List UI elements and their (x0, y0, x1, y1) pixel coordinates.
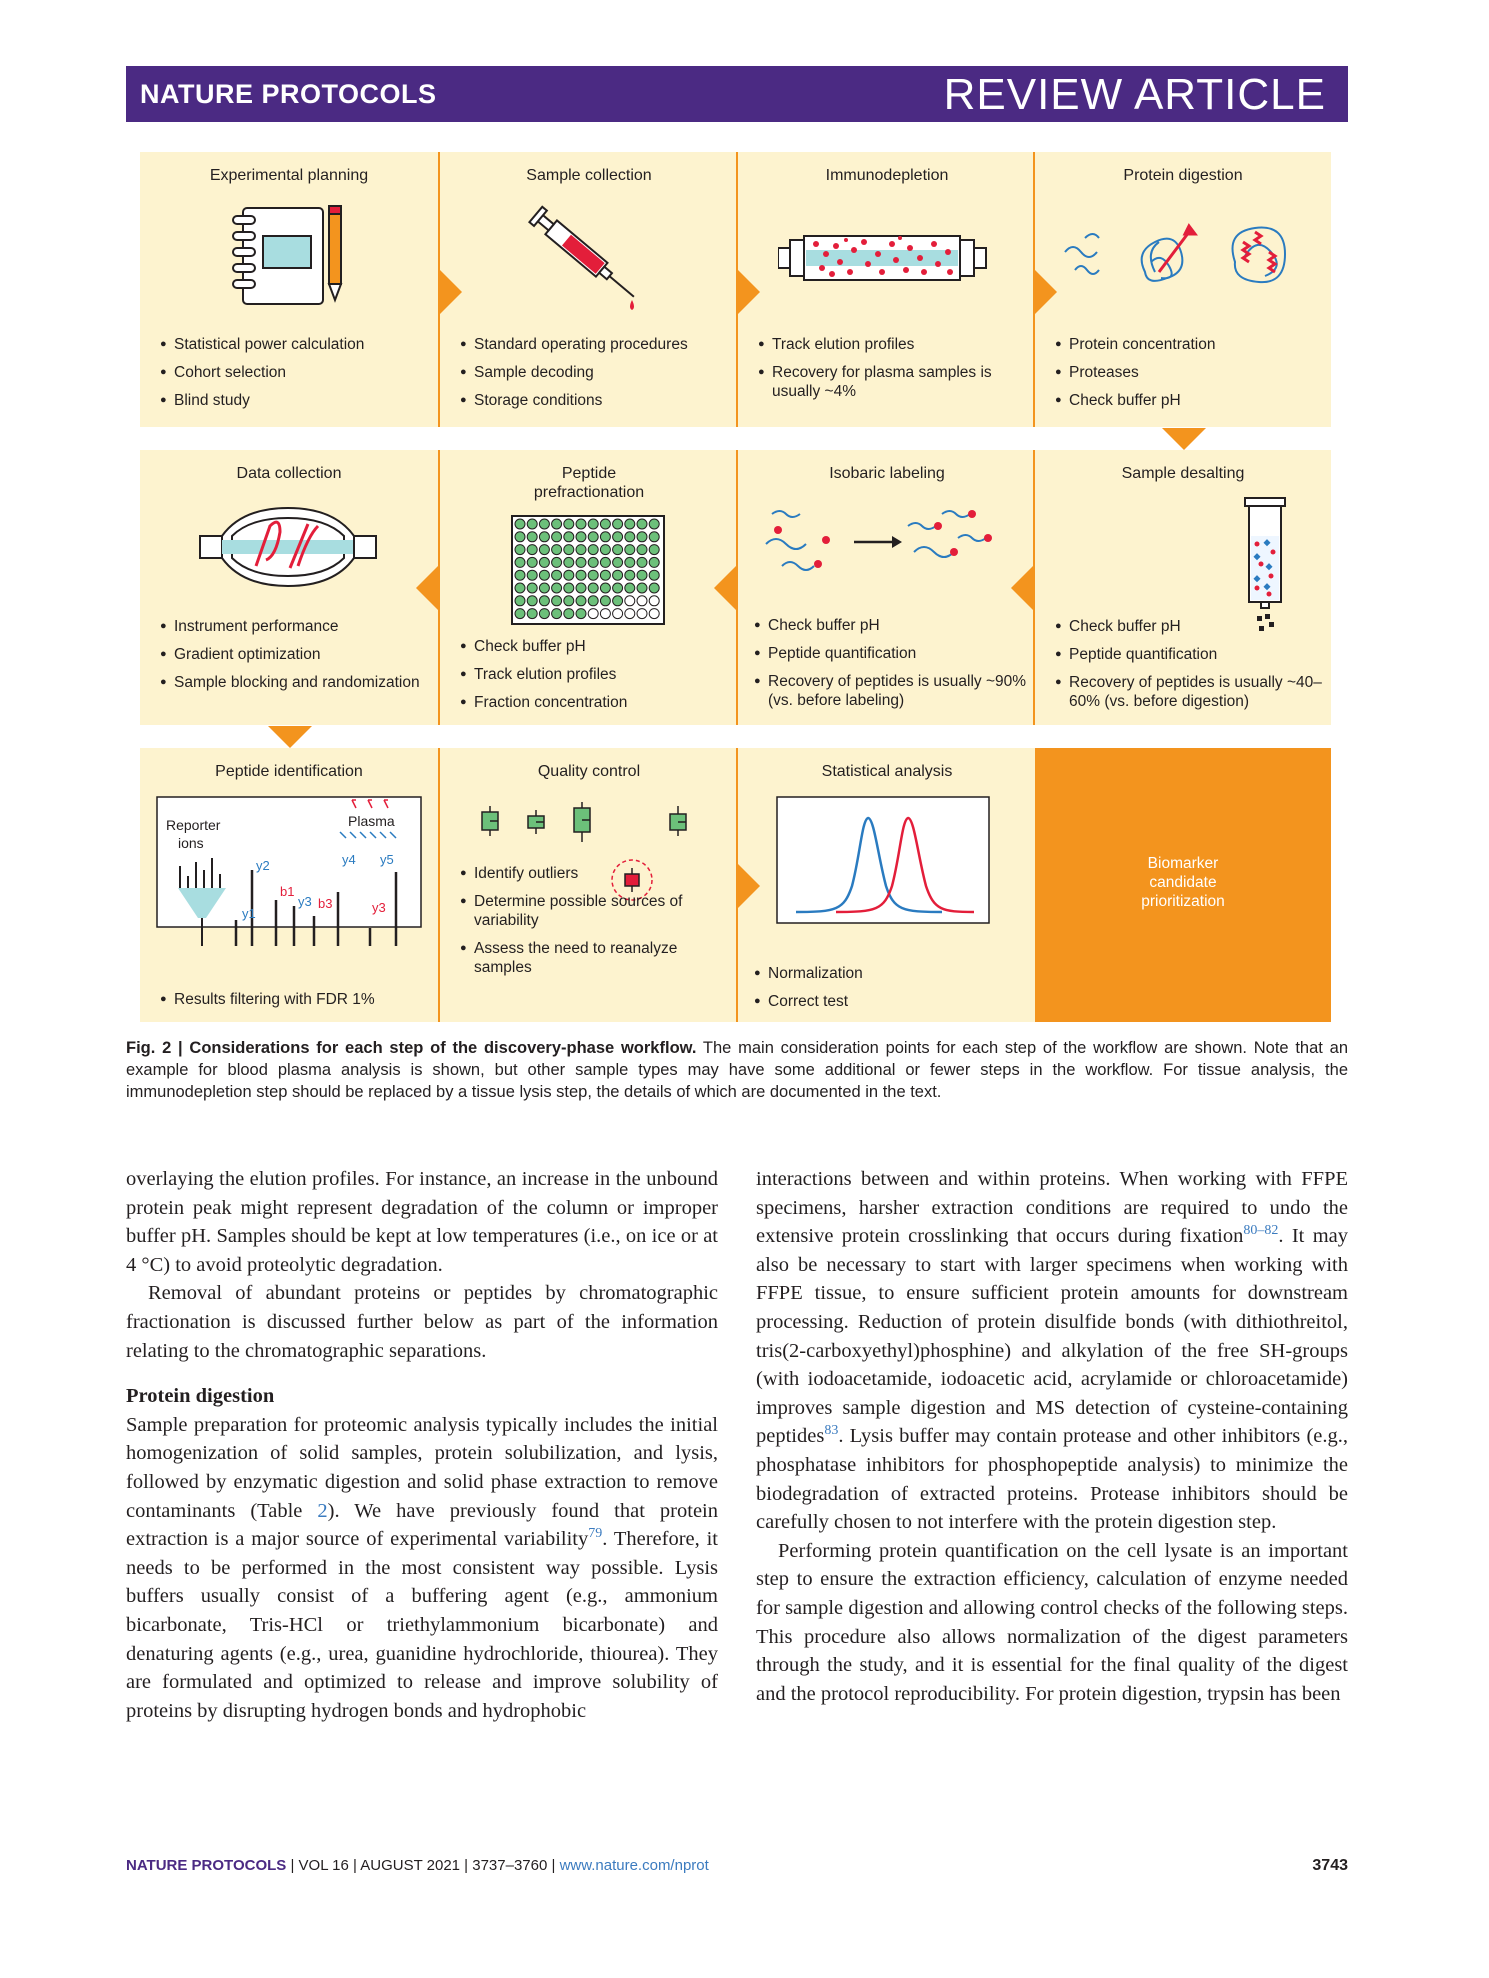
bullet-item: ● Recovery for plasma samples is usually ~4% (758, 363, 1028, 401)
bullet-item: ● Track elution profiles (758, 335, 1028, 354)
well (539, 519, 549, 529)
well (576, 557, 586, 567)
workflow-figure (140, 152, 1331, 1022)
paragraph: Performing protein quantification on the cell lysate is an important step to ensure the extraction efficiency, calculation of enzyme needed for sample digestion and allowing control checks of the following steps. This procedure also allows normalization of the digest parameters through the study, and it is essential for the final quality of the digest and the protocol reproducibility. For protein digestion, trypsin has been (756, 1539, 1348, 1705)
well (552, 596, 562, 606)
well (613, 557, 623, 567)
bullet-list (160, 990, 430, 1018)
well (588, 532, 598, 542)
isobaric-labeling-icon (758, 504, 1018, 584)
body-column-left (126, 1165, 718, 1725)
flow-arrow-left (416, 566, 438, 610)
caption-label: Fig. 2 | Considerations for each step of the discovery-phase workflow. (126, 1039, 697, 1057)
step-isobaric-labeling (738, 450, 1036, 725)
step-peptide-prefractionation (440, 450, 738, 725)
well (600, 519, 610, 529)
well (600, 545, 610, 555)
well (564, 557, 574, 567)
well (527, 583, 537, 593)
well (552, 570, 562, 580)
step-protein-digestion (1035, 152, 1331, 427)
step-title: Sample desalting (1121, 465, 1245, 482)
step-title: Sample collection (526, 167, 652, 184)
well (576, 609, 586, 619)
bullet-item: ● Recovery of peptides is usually ~40–60% (vs. before digestion) (1055, 673, 1323, 711)
ion-label: y3 (298, 894, 312, 909)
well (552, 545, 562, 555)
reporter-label: Reporter (166, 817, 221, 833)
step-title: Statistical analysis (821, 763, 953, 780)
well (613, 596, 623, 606)
step-quality-control (440, 748, 738, 1022)
well (527, 532, 537, 542)
journal-name: NATURE PROTOCOLS (140, 79, 437, 109)
well (637, 570, 647, 580)
step-sample-desalting (1035, 450, 1331, 725)
well (588, 557, 598, 567)
paragraph: interactions between and within proteins. When working with FFPE specimens, harsher extraction conditions are required to undo the extensive protein crosslinking that occurs during fixation$^{80-82}$. It may also be necessary to start with larger specimens when working with FFPE tissue, to ensure sufficient protein amounts for downstream processing. Reduction of protein disulfide bonds (with dithiothreitol, tris(2-carboxyethyl)phosphine) and alkylation of the free SH-groups (with iodoacetamide, iodoacetic acid, acrylamide or chloroacetamide) improves sample digestion and MS detection of cysteine-containing peptides$^{83}$. Lysis buffer may contain protease and other inhibitors (e.g., phosphatase inhibitors for phosphopeptide analysis) to minimize the biodegradation of extracted proteins. Protease inhibitors should be carefully chosen to not interfere with the protein digestion step. (756, 1168, 1348, 1534)
well (649, 596, 659, 606)
bullet-item: ● Check buffer pH (1055, 391, 1323, 410)
well (539, 545, 549, 555)
paragraph: Removal of abundant proteins or peptides by chromatographic fractionation is discussed further below as part of the information relating to the chromatographic separations. (126, 1282, 718, 1362)
step-immunodepletion (738, 152, 1036, 427)
ion-label: b3 (318, 896, 333, 911)
well (637, 557, 647, 567)
well (515, 583, 525, 593)
biomarker-prioritization-panel (1035, 748, 1331, 1022)
bullet-item: ● Normalization (754, 964, 1028, 983)
step-statistical-analysis (738, 748, 1036, 1022)
well (649, 519, 659, 529)
section-heading: Protein digestion (126, 1385, 275, 1408)
workflow-row-3 (140, 748, 1331, 1022)
bullet-item: ● Peptide quantification (754, 644, 1028, 663)
ion-label: y5 (380, 852, 394, 867)
ion-label: y2 (256, 858, 270, 873)
well (637, 583, 647, 593)
well (515, 532, 525, 542)
bullet-item: ● Sample decoding (460, 363, 730, 382)
well (539, 570, 549, 580)
ms-spectrum-icon (156, 796, 426, 962)
well (625, 532, 635, 542)
step-sample-collection (440, 152, 738, 427)
bullet-list (160, 335, 430, 419)
well (637, 519, 647, 529)
bullet-item: ● Standard operating procedures (460, 335, 730, 354)
well (637, 609, 647, 619)
well (539, 557, 549, 567)
caption-text: The main consideration points for each step of the workflow are shown. Note that an example for blood plasma analysis is shown, but other sample types may have some additional or fewer steps in the workflow. For tissue analysis, the immunodepletion step should be replaced by a tissue lysis step, the details of which are documented in the text. (126, 1039, 1348, 1101)
bullet-list (1055, 335, 1323, 419)
table-link[interactable]: 2 (317, 1499, 328, 1522)
bullet-item: ● Peptide quantification (1055, 645, 1323, 664)
workflow-row-2 (140, 450, 1331, 725)
well (600, 557, 610, 567)
well (539, 596, 549, 606)
bullet-item: ● Check buffer pH (460, 637, 730, 656)
well (649, 570, 659, 580)
well (564, 570, 574, 580)
bullet-item: ● Results filtering with FDR 1% (160, 990, 430, 1009)
page-number: 3743 (1312, 1857, 1348, 1874)
well (527, 596, 537, 606)
page-footer (126, 1857, 1348, 1874)
bullet-item: ● Correct test (754, 992, 1028, 1011)
well (552, 609, 562, 619)
bullet-item: ● Recovery of peptides is usually ~90% (vs. before labeling) (754, 672, 1028, 710)
well (564, 532, 574, 542)
flow-arrow-down (1162, 428, 1206, 450)
bullet-item: ● Storage conditions (460, 391, 730, 410)
well (649, 532, 659, 542)
well (515, 557, 525, 567)
well (613, 583, 623, 593)
paragraph: overlaying the elution profiles. For instance, an increase in the unbound protein peak might represent degradation of the column or improper buffer pH. Samples should be kept at low temperatures (i.e., on ice or at 4 °C) to avoid proteolytic degradation. (126, 1168, 718, 1276)
ions-label: ions (178, 835, 204, 851)
step-title: Data collection (236, 465, 342, 482)
well (588, 583, 598, 593)
well (515, 545, 525, 555)
footer-url[interactable]: www.nature.com/nprot (559, 1857, 709, 1874)
bullet-item: ● Proteases (1055, 363, 1323, 382)
step-title: Isobaric labeling (829, 465, 945, 482)
well (564, 596, 574, 606)
well (625, 609, 635, 619)
well (625, 570, 635, 580)
well (576, 519, 586, 529)
well (588, 519, 598, 529)
well (637, 596, 647, 606)
bullet-list (1055, 617, 1323, 720)
workflow-row-1 (140, 152, 1331, 427)
well (588, 609, 598, 619)
bullet-item: ● Track elution profiles (460, 665, 730, 684)
bullet-list (758, 335, 1028, 410)
bullet-item: ● Cohort selection (160, 363, 430, 382)
bullet-item: ● Determine possible sources of variability (460, 892, 730, 930)
well (515, 596, 525, 606)
flow-arrow-left (714, 566, 736, 610)
well (625, 583, 635, 593)
body-column-right (756, 1165, 1348, 1708)
bullet-item: ● Sample blocking and randomization (160, 673, 430, 692)
depletion-column-icon (778, 230, 998, 286)
figure-caption (126, 1037, 1348, 1103)
well (649, 557, 659, 567)
ion-label: y3 (372, 900, 386, 915)
well (600, 570, 610, 580)
well (588, 570, 598, 580)
bullet-list (754, 964, 1028, 1020)
step-title: Experimental planning (209, 167, 369, 184)
protein-digestion-icon (1055, 212, 1315, 308)
well (527, 519, 537, 529)
well (515, 519, 525, 529)
well (552, 583, 562, 593)
well (600, 609, 610, 619)
well (539, 609, 549, 619)
bullet-list (160, 617, 430, 701)
well (515, 570, 525, 580)
reference-link[interactable]: 79 (588, 1526, 603, 1542)
well (576, 596, 586, 606)
well (527, 609, 537, 619)
bullet-item: ● Check buffer pH (1055, 617, 1323, 636)
ion-label: y4 (342, 852, 356, 867)
bullet-item: ● Protein concentration (1055, 335, 1323, 354)
well (576, 532, 586, 542)
well (649, 583, 659, 593)
well (527, 570, 537, 580)
well (588, 545, 598, 555)
well (564, 519, 574, 529)
well (625, 519, 635, 529)
well (637, 532, 647, 542)
well (637, 545, 647, 555)
bullet-list (460, 637, 730, 721)
step-title: Quality control (537, 763, 641, 780)
well (576, 570, 586, 580)
well (515, 609, 525, 619)
bullet-list (460, 864, 730, 986)
well (613, 570, 623, 580)
well (625, 557, 635, 567)
step-peptide-identification (140, 748, 438, 1022)
well (613, 609, 623, 619)
bullet-item: ● Blind study (160, 391, 430, 410)
step-data-collection (140, 450, 438, 725)
well (564, 545, 574, 555)
bullet-item: ● Identify outliers (460, 864, 730, 883)
bullet-item: ● Statistical power calculation (160, 335, 430, 354)
ion-label: y1 (242, 906, 256, 921)
well (588, 596, 598, 606)
bullet-item: ● Fraction concentration (460, 693, 730, 712)
well (564, 609, 574, 619)
step-title: Peptide identification (215, 763, 363, 780)
paragraph: Sample preparation for proteomic analysis typically includes the initial homogenization of solid samples, protein solubilization, and lysis, followed by enzymatic digestion and solid phase extraction to remove contaminants (Table 2). We have previously found that protein extraction is a major source of experimental variability$^{79}$. Therefore, it needs to be performed in the most consistent way possible. Lysis buffers usually consist of a buffering agent (e.g., ammonium bicarbonate, Tris-HCl or triethylammonium bicarbonate) and denaturing agents (e.g., urea, guanidine hydrochloride, thiourea). They are formulated and optimized to release and improve solubility of proteins by disrupting hydrogen bonds and hydrophobic (126, 1413, 719, 1722)
bullet-item: ● Gradient optimization (160, 645, 430, 664)
flow-arrow-down (268, 726, 312, 748)
well (552, 557, 562, 567)
step-title: Protein digestion (1123, 167, 1243, 184)
step-title: Immunodepletion (825, 167, 949, 184)
step-title: Peptide prefractionation (533, 465, 645, 501)
well (576, 545, 586, 555)
reference-link[interactable]: 83 (824, 1423, 839, 1439)
bullet-list (754, 616, 1028, 719)
well (600, 596, 610, 606)
well (649, 609, 659, 619)
orbitrap-icon (198, 506, 378, 590)
bullet-list (460, 335, 730, 419)
notebook-pencil-icon (225, 200, 345, 310)
syringe-icon (520, 202, 650, 312)
journal-header-bar (126, 66, 1348, 122)
well (613, 519, 623, 529)
desalting-cartridge-icon (1235, 496, 1315, 636)
distribution-curves-icon (776, 796, 992, 926)
well (613, 545, 623, 555)
well (625, 596, 635, 606)
well (625, 545, 635, 555)
well (527, 545, 537, 555)
well (600, 583, 610, 593)
well (600, 532, 610, 542)
footer-citation: | VOL 16 | AUGUST 2021 | 3737–3760 | (286, 1857, 560, 1874)
well (564, 583, 574, 593)
well-plate-icon (510, 514, 666, 626)
footer-journal: NATURE PROTOCOLS (126, 1857, 287, 1874)
step-experimental-planning (140, 152, 438, 427)
well (552, 532, 562, 542)
well (539, 532, 549, 542)
reference-link[interactable]: 80–82 (1243, 1223, 1279, 1239)
well (613, 532, 623, 542)
biomarker-label: Biomarker candidate prioritization (1141, 855, 1225, 910)
article-type: REVIEW ARTICLE (943, 70, 1326, 119)
well (527, 557, 537, 567)
well (552, 519, 562, 529)
flow-arrow-left (1011, 566, 1033, 610)
bullet-item: ● Instrument performance (160, 617, 430, 636)
plasma-label: Plasma (348, 813, 395, 829)
well (576, 583, 586, 593)
bullet-item: ● Assess the need to reanalyze samples (460, 939, 730, 977)
well (539, 583, 549, 593)
well (649, 545, 659, 555)
ion-label: b1 (280, 884, 295, 899)
bullet-item: ● Check buffer pH (754, 616, 1028, 635)
